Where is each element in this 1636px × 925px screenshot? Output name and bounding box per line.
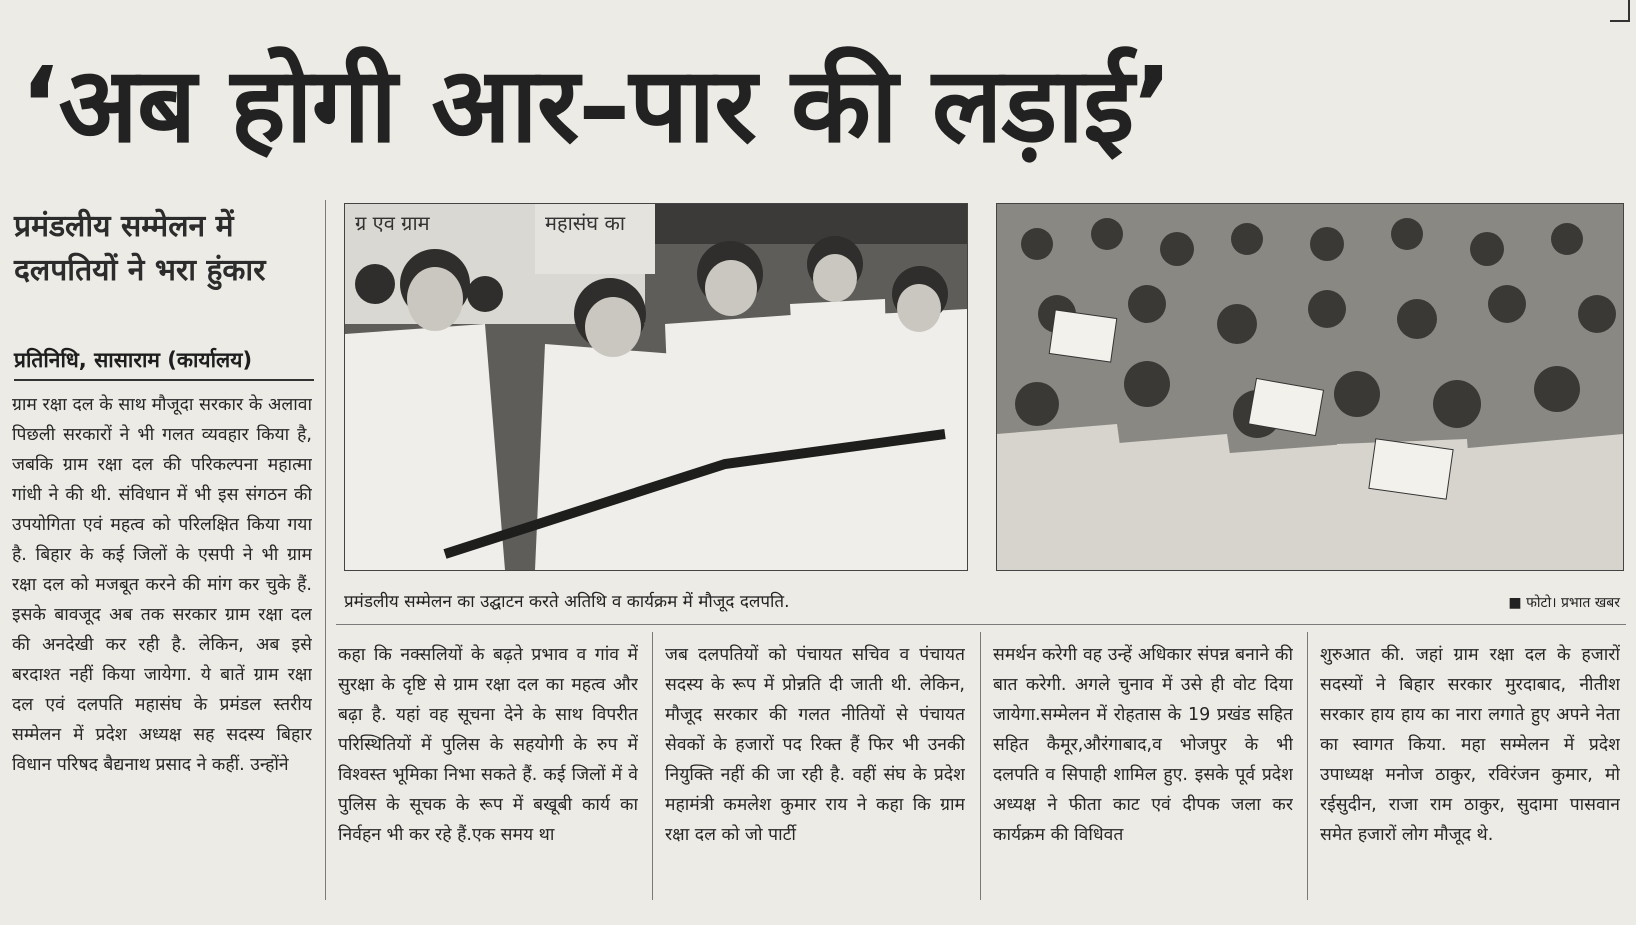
photo-inauguration-image (345, 204, 967, 570)
banner-text-right: महासंघ का (545, 211, 625, 235)
divider-horizontal (336, 624, 1626, 625)
photo-inauguration (344, 203, 968, 571)
article-column-2: कहा कि नक्सलियों के बढ़ते प्रभाव व गांव में सुरक्षा के दृष्टि से ग्राम रक्षा दल का महत्व और बढ़ा है. यहां वह सूचना देने के साथ विपरीत परिस्थितियों में पुलिस के सहयोगी के रुप में विश्वस्त भूमिका निभा सकते हैं. कई जिलों में वे पुलिस के सूचक के रूप में बखूबी कार्य का निर्वहन भी कर रहे हैं.एक समय था (338, 645, 638, 845)
photo-caption: प्रमंडलीय सम्मेलन का उद्घाटन करते अतिथि व कार्यक्रम में मौजूद दलपति. (344, 592, 790, 612)
subheadline: प्रमंडलीय सम्मेलन में दलपतियों ने भरा हुंकार (14, 209, 266, 288)
divider-vertical-2 (652, 632, 653, 900)
article-column-5: शुरुआत की. जहां ग्राम रक्षा दल के हजारों सदस्यों ने बिहार सरकार मुरदाबाद, नीतीश सरकार हाय हाय का नारा लगाते हुए अपने नेता का स्वागत किया. महा सम्मेलन में प्रदेश उपाध्यक्ष मनोज ठाकुर, रविरंजन कुमार, मो रईसुदीन, राजा राम ठाकुर, सुदामा पासवान समेत हजारों लोग मौजूद थे. (1320, 645, 1620, 845)
banner-text-left: ग्र एव ग्राम (355, 211, 430, 235)
divider-vertical-3 (980, 632, 981, 900)
divider-vertical-1 (325, 200, 326, 900)
article-column-3: जब दलपतियों को पंचायत सचिव व पंचायत सदस्य के रूप में प्रोन्नति दी जाती थी. लेकिन, मौजूद सरकार की गलत नीतियों से पंचायत सेवकों के हजारों पद रिक्त हैं फिर भी उनकी नियुक्ति नहीं की जा रही है. वहीं संघ के प्रदेश महामंत्री कमलेश कुमार राय ने कहा कि ग्राम रक्षा दल को जो पार्टी (665, 645, 965, 845)
photo-credit: ■ फोटो। प्रभात खबर (1508, 595, 1620, 611)
headline: ‘अब होगी आर–पार की लड़ाई’ (20, 44, 1172, 166)
crop-mark (1610, 0, 1630, 22)
article-column-1: ग्राम रक्षा दल के साथ मौजूदा सरकार के अलावा पिछली सरकारों ने भी गलत व्यवहार किया है, जबकि ग्राम रक्षा दल की परिकल्पना महात्मा गांधी ने की थी. संविधान में भी इस संगठन की उपयोगिता एवं महत्व को परिलक्षित किया गया है. बिहार के कई जिलों के एसपी ने भी ग्राम रक्षा दल को मजबूत करने की मांग कर चुके हैं. इसके बावजूद अब तक सरकार ग्राम रक्षा दल की अनदेखी कर रही है. लेकिन, अब इसे बरदाश्त नहीं किया जायेगा. ये बातें ग्राम रक्षा दल एवं दलपति महासंघ के प्रमंडल स्तरीय सम्मेलन में प्रदेश अध्यक्ष सह सदस्य बिहार विधान परिषद बैद्यनाथ प्रसाद ने कहीं. उन्होंने (12, 395, 312, 775)
article-column-4: समर्थन करेगी वह उन्हें अधिकार संपन्न बनाने की बात करेगी. अगले चुनाव में उसे ही वोट दिया जायेगा.सम्मेलन में रोहतास के 19 प्रखंड सहित सहित कैमूर,औरंगाबाद,व भोजपुर के भी दलपति व सिपाही शामिल हुए. इसके पूर्व प्रदेश अध्यक्ष ने फीता काट एवं दीपक जला कर कार्यक्रम की विधिवत (993, 645, 1293, 845)
photo-crowd-image (997, 204, 1623, 570)
photo-crowd (996, 203, 1624, 571)
byline: प्रतिनिधि, सासाराम (कार्यालय) (14, 345, 314, 381)
divider-vertical-4 (1307, 632, 1308, 900)
